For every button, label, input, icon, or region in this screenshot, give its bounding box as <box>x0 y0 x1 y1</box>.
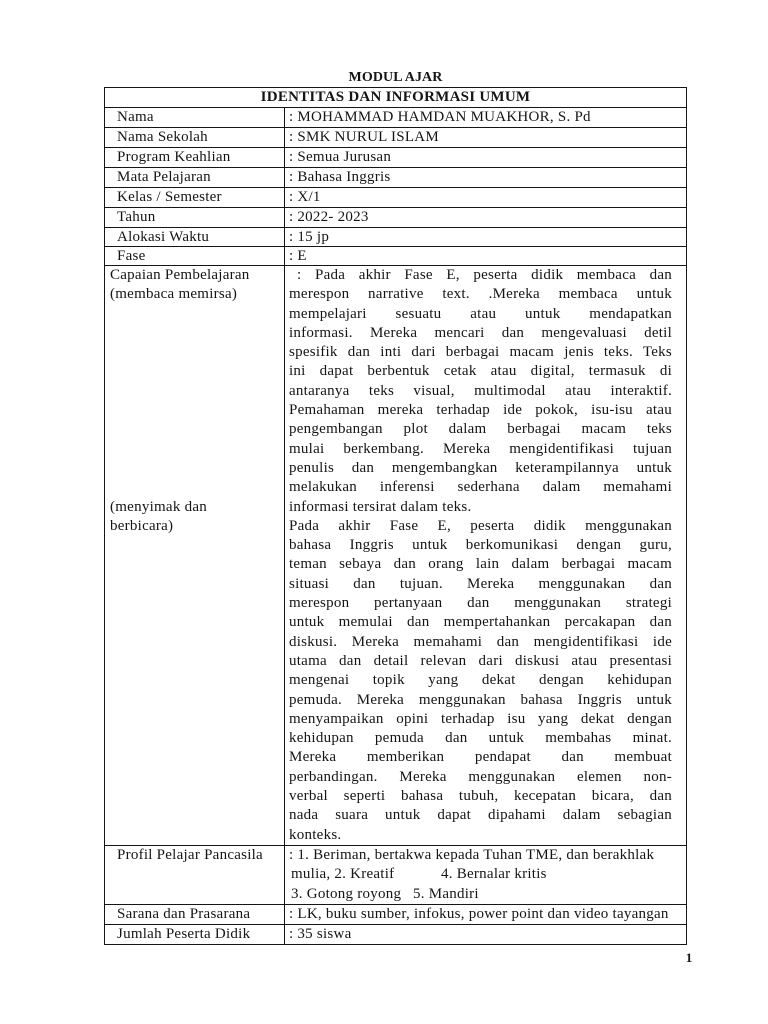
value-jumlah-peserta-didik: : 35 siswa <box>289 926 352 942</box>
paragraph-menyimak-berbicara <box>289 517 686 845</box>
profil-line-2 <box>289 865 686 884</box>
value-fase: : E <box>289 248 307 264</box>
text-line: mempelajari sesuatu atau untuk mendapatkan <box>289 305 672 322</box>
text-line: merespon narrative text. .Mereka membaca untuk <box>289 286 672 303</box>
label-nama: Nama <box>105 108 285 127</box>
text-line: spesifik dan inti dari berbagai macam jenis teks. Teks <box>289 344 672 361</box>
profil-item-bernalar-kritis: 4. Bernalar kritis <box>441 866 547 883</box>
text-line: bahasa Inggris untuk berkomunikasi dengan guru, <box>289 537 672 554</box>
text-line: konteks. <box>289 826 342 843</box>
profil-item-gotong-royong: 3. Gotong royong <box>291 885 402 902</box>
row-mata-pelajaran <box>105 168 686 188</box>
row-fase <box>105 247 686 266</box>
label-capaian-pembelajaran <box>105 266 285 845</box>
value-tahun: : 2022- 2023 <box>289 209 369 225</box>
text-line: : Pada akhir Fase E, peserta didik membaca dan <box>297 267 672 283</box>
paragraph-membaca-memirsa <box>289 266 686 517</box>
value-capaian-pembelajaran <box>285 266 686 845</box>
row-alokasi-waktu <box>105 228 686 247</box>
row-nama <box>105 108 686 128</box>
value-profil-pelajar-pancasila <box>285 846 686 904</box>
text-line: verbal seperti bahasa tubuh, kecepatan bicara, dan <box>289 788 672 805</box>
text-line: informasi. Mereka mencari dan mengevaluasi detil <box>289 324 672 341</box>
text-line: teman sebaya dan orang lain dalam berbagai macam <box>289 556 672 573</box>
value-kelas-semester: : X/1 <box>289 189 321 205</box>
row-capaian-pembelajaran <box>105 266 686 846</box>
text-line: utama dan detail relevan dari diskusi atau presentasi <box>289 652 672 669</box>
row-jumlah-peserta-didik <box>105 925 686 944</box>
label-kelas-semester: Kelas / Semester <box>105 188 285 207</box>
value-nama-sekolah: : SMK NURUL ISLAM <box>289 129 439 145</box>
profil-item-mandiri: 5. Mandiri <box>413 885 479 902</box>
text-line: perbandingan. Mereka menggunakan elemen non- <box>289 768 672 785</box>
profil-line-1: : 1. Beriman, bertakwa kepada Tuhan TME, dan berakhlak <box>289 847 655 863</box>
row-sarana-prasarana <box>105 905 686 925</box>
text-line: Pemahaman mereka terhadap ide pokok, isu-isu atau <box>289 402 672 419</box>
row-tahun <box>105 208 686 228</box>
label-jumlah-peserta-didik: Jumlah Peserta Didik <box>105 925 285 944</box>
label-fase: Fase <box>105 247 285 265</box>
value-sarana-prasarana: : LK, buku sumber, infokus, power point dan video tayangan <box>289 906 669 922</box>
value-mata-pelajaran: : Bahasa Inggris <box>289 169 391 185</box>
text-line: antaranya teks visual, multimodal atau interaktif. <box>289 382 672 399</box>
text-line: kehidupan pemuda dan untuk membahas minat. <box>289 730 672 747</box>
text-line: Mereka memberikan pendapat dan membuat <box>289 749 672 766</box>
page-number: 1 <box>685 950 693 965</box>
value-program-keahlian: : Semua Jurusan <box>289 149 392 165</box>
value-alokasi-waktu: : 15 jp <box>289 229 330 245</box>
label-mata-pelajaran: Mata Pelajaran <box>105 168 285 187</box>
profil-item-kreatif: mulia, 2. Kreatif <box>291 866 395 883</box>
text-line: ini dapat berbentuk cetak atau digital, termasuk di <box>289 363 672 380</box>
text-line: penulis dan mengembangkan keterampilannya untuk <box>289 459 672 476</box>
row-nama-sekolah <box>105 128 686 148</box>
label-alokasi-waktu: Alokasi Waktu <box>105 228 285 246</box>
label-line: Capaian Pembelajaran <box>110 267 250 283</box>
text-line: diskusi. Mereka memahami dan mengidentifikasi ide <box>289 633 672 650</box>
text-line: situasi dan tujuan. Mereka menggunakan dan <box>289 575 672 592</box>
row-profil-pelajar-pancasila <box>105 846 686 905</box>
text-line: merespon pertanyaan dan menggunakan strategi <box>289 595 672 612</box>
label-profil-pelajar-pancasila: Profil Pelajar Pancasila <box>105 846 285 904</box>
text-line: Pada akhir Fase E, peserta didik menggunakan <box>289 517 672 534</box>
label-tahun: Tahun <box>105 208 285 227</box>
label-sarana-prasarana: Sarana dan Prasarana <box>105 905 285 924</box>
text-line: melakukan inferensi sederhana dalam memahami <box>289 479 672 496</box>
text-line: pemuda. Mereka menggunakan bahasa Inggris untuk <box>289 691 672 708</box>
row-program-keahlian <box>105 148 686 168</box>
text-line: mulai berkembang. Mereka mengidentifikasi tujuan <box>289 440 672 457</box>
label-menyimak-berbicara <box>110 498 207 537</box>
text-line: mengenai topik yang dekat dengan kehidupan <box>289 672 672 689</box>
table-header: IDENTITAS DAN INFORMASI UMUM <box>260 89 531 105</box>
text-line: menyampaikan opini terhadap isu yang dekat dengan <box>289 710 672 727</box>
label-program-keahlian: Program Keahlian <box>105 148 285 167</box>
identity-table <box>104 87 687 945</box>
label-line: (membaca memirsa) <box>110 286 238 303</box>
value-nama: : MOHAMMAD HAMDAN MUAKHOR, S. Pd <box>289 109 591 125</box>
document-title: MODUL AJAR <box>348 70 443 85</box>
text-line: pengembangan plot dalam berbagai macam teks <box>289 421 672 438</box>
row-kelas-semester <box>105 188 686 208</box>
text-line: nada suara untuk dapat dipahami dalam sebagian <box>289 807 672 824</box>
label-line: berbicara) <box>110 518 174 535</box>
text-line: untuk memulai dan mempertahankan percakapan dan <box>289 614 672 631</box>
label-line: (menyimak dan <box>110 498 207 515</box>
profil-line-3 <box>289 885 686 904</box>
text-line: informasi tersirat dalam teks. <box>289 498 472 515</box>
label-nama-sekolah: Nama Sekolah <box>105 128 285 147</box>
table-header-row <box>105 88 686 108</box>
